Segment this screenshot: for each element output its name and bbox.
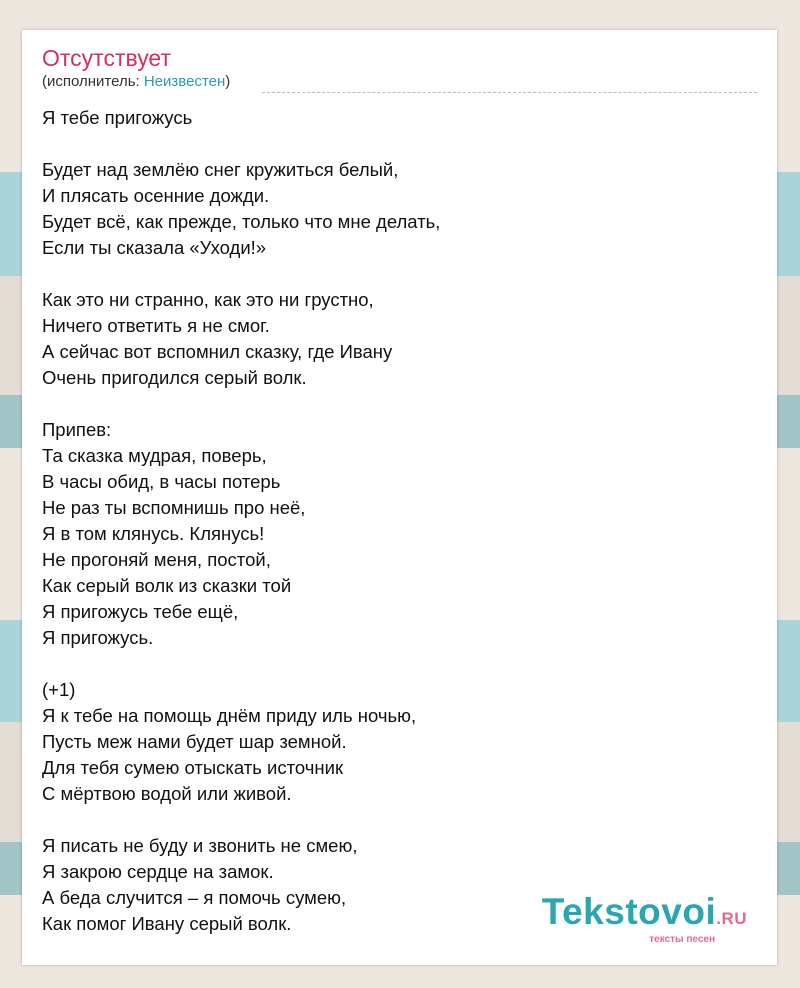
lyric-line: С мёртвою водой или живой. <box>42 783 292 804</box>
lyric-blank-line <box>42 651 742 677</box>
artist-line <box>42 73 230 91</box>
lyric-line: Как серый волк из сказки той <box>42 575 292 596</box>
lyric-line: Будет всё, как прежде, только что мне делать, <box>42 211 441 232</box>
logo-main-text: Tekstovoi <box>541 891 717 932</box>
lyric-blank-line <box>42 391 742 417</box>
lyric-line: Для тебя сумею отыскать источник <box>42 757 344 778</box>
song-title: Отсутствует <box>42 45 171 71</box>
lyric-line: Я пригожусь тебе ещё, <box>42 601 239 622</box>
lyric-line: Припев: <box>42 419 112 440</box>
lyric-line: Пусть меж нами будет шар земной. <box>42 731 347 752</box>
logo-tld: .RU <box>716 909 747 928</box>
dashed-divider <box>262 92 757 93</box>
lyric-blank-line <box>42 261 742 287</box>
lyric-line: Если ты сказала «Уходи!» <box>42 237 267 258</box>
lyric-line: А сейчас вот вспомнил сказку, где Ивану <box>42 341 393 362</box>
lyric-line: Я в том клянусь. Клянусь! <box>42 523 265 544</box>
logo-tagline: тексты песен <box>649 934 715 945</box>
lyric-line: Я закрою сердце на замок. <box>42 861 274 882</box>
lyric-line: Я тебе пригожусь <box>42 107 193 128</box>
artist-link[interactable]: Неизвестен <box>143 73 226 90</box>
lyric-line: Я пригожусь. <box>42 627 154 648</box>
lyric-line: В часы обид, в часы потерь <box>42 471 281 492</box>
lyric-line: Та сказка мудрая, поверь, <box>42 445 267 466</box>
lyric-line: А беда случится – я помочь сумею, <box>42 887 347 908</box>
lyric-line: (+1) <box>42 679 76 700</box>
site-logo[interactable] <box>542 893 747 945</box>
lyric-blank-line <box>42 131 742 157</box>
lyric-line: Как помог Ивану серый волк. <box>42 913 292 934</box>
lyric-line: Как это ни странно, как это ни грустно, <box>42 289 374 310</box>
lyric-line: Будет над землёю снег кружиться белый, <box>42 159 399 180</box>
lyrics-text <box>42 105 742 937</box>
lyrics-card <box>22 30 777 965</box>
lyric-blank-line <box>42 807 742 833</box>
lyric-line: Я к тебе на помощь днём приду иль ночью, <box>42 705 417 726</box>
lyric-line: Не прогоняй меня, постой, <box>42 549 271 570</box>
lyric-line: Не раз ты вспомнишь про неё, <box>42 497 306 518</box>
logo-wordmark <box>542 893 747 938</box>
lyric-line: Ничего ответить я не смог. <box>42 315 270 336</box>
artist-suffix: ) <box>225 73 231 90</box>
lyric-line: Я писать не буду и звонить не смею, <box>42 835 358 856</box>
lyric-line: И плясать осенние дожди. <box>42 185 270 206</box>
lyric-line: Очень пригодился серый волк. <box>42 367 307 388</box>
artist-prefix: (исполнитель: <box>42 73 144 90</box>
